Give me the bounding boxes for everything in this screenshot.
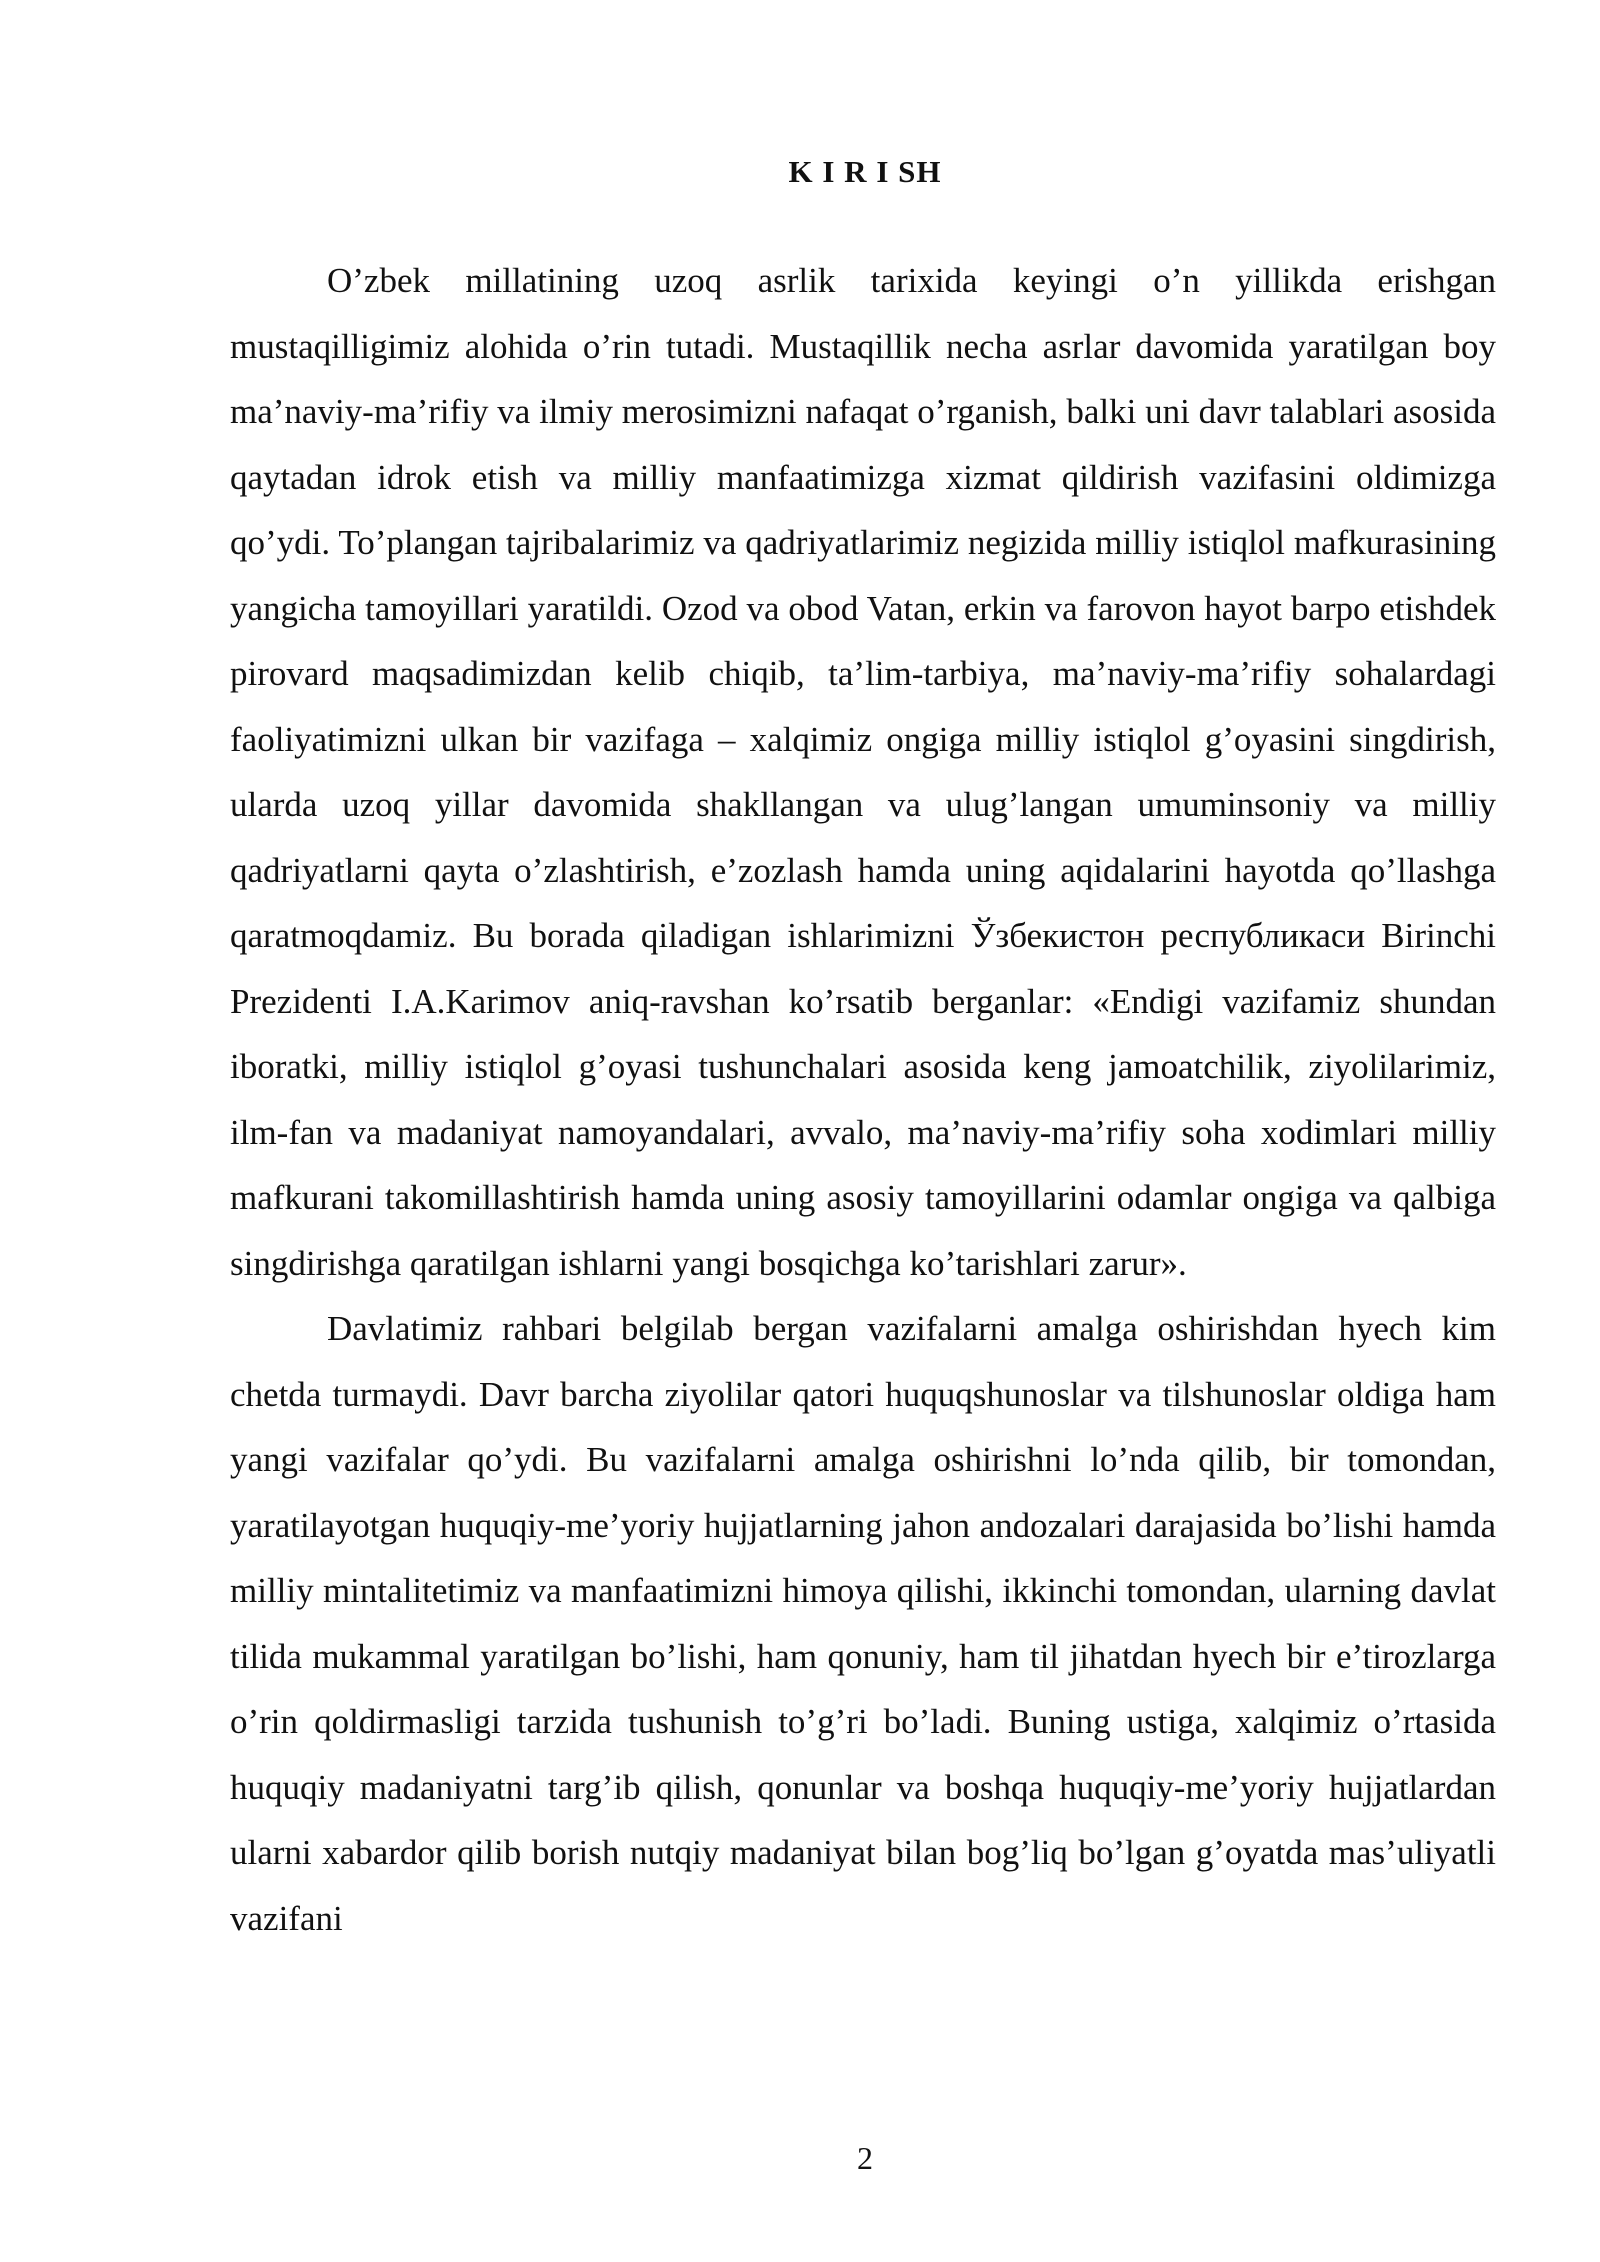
paragraph-introduction: O’zbek millatining uzoq asrlik tarixida keyingi o’n yillikda erishgan mustaqilligimiz alohida o’rin tutadi. Mustaqillik necha asrlar davomida yaratilgan boy ma’naviy-ma’rifiy va ilmiy merosimizni nafaqat o’rganish, balki uni davr talablari asosida qaytadan idrok etish va milliy manfaatimizga xizmat qildirish vazifasini oldimizga qo’ydi. To’plangan tajribalarimiz va qadriyatlarimiz negizida milliy istiqlol mafkurasining yangicha tamoyillari yaratildi. Ozod va obod Vatan, erkin va farovon hayot barpo etishdek pirovard maqsadimizdan kelib chiqib, ta’lim-tarbiya, ma’naviy-ma’rifiy sohalardagi faoliyatimizni ulkan bir vazifaga – xalqimiz ongiga milliy istiqlol g’oyasini singdirish, ularda uzoq yillar davomida shakllangan va ulug’langan umuminsoniy va milliy qadriyatlarni qayta o’zlashtirish, e’zozlash hamda uning aqidalarini hayotda qo’llashga qaratmoqdamiz. Bu borada qiladigan ishlarimizni Ўзбекистон республикаси Birinchi Prezidenti I.A.Karimov aniq-ravshan ko’rsatib berganlar: «Endigi vazifamiz shundan iboratki, milliy istiqlol g’oyasi tushunchalari asosida keng jamoatchilik, ziyolilarimiz, ilm-fan va madaniyat namoyandalari, avvalo, ma’naviy-ma’rifiy soha xodimlari milliy mafkurani takomillashtirish hamda uning asosiy tamoyillarini odamlar ongiga va qalbiga singdirishga qaratilgan ishlarni yangi bosqichga ko’tarishlari zarur». (230, 261, 1496, 1283)
section-title: K I R I SH (788, 154, 942, 189)
body-text (230, 248, 1496, 1951)
paragraph-tasks: Davlatimiz rahbari belgilab bergan vazifalarni amalga oshirishdan hyech kim chetda turmaydi. Davr barcha ziyolilar qatori huquqshunoslar va tilshunoslar oldiga ham yangi vazifalar qo’ydi. Bu vazifalarni amalga oshirishni lo’nda qilib, bir tomondan, yaratilayotgan huquqiy-me’yoriy hujjatlarning jahon andozalari darajasida bo’lishi hamda milliy mintalitetimiz va manfaatimizni himoya qilishi, ikkinchi tomondan, ularning davlat tilida mukammal yaratilgan bo’lishi, ham qonuniy, ham til jihatdan hyech bir e’tirozlarga o’rin qoldirmasligi tarzida tushunish to’g’ri bo’ladi. Buning ustiga, xalqimiz o’rtasida huquqiy madaniyatni targ’ib qilish, qonunlar va boshqa huquqiy-me’yoriy hujjatlardan ularni xabardor qilib borish nutqiy madaniyat bilan bog’liq bo’lgan g’oyatda mas’uliyatli vazifani (230, 1309, 1496, 1938)
page-number: 2 (857, 2140, 873, 2176)
